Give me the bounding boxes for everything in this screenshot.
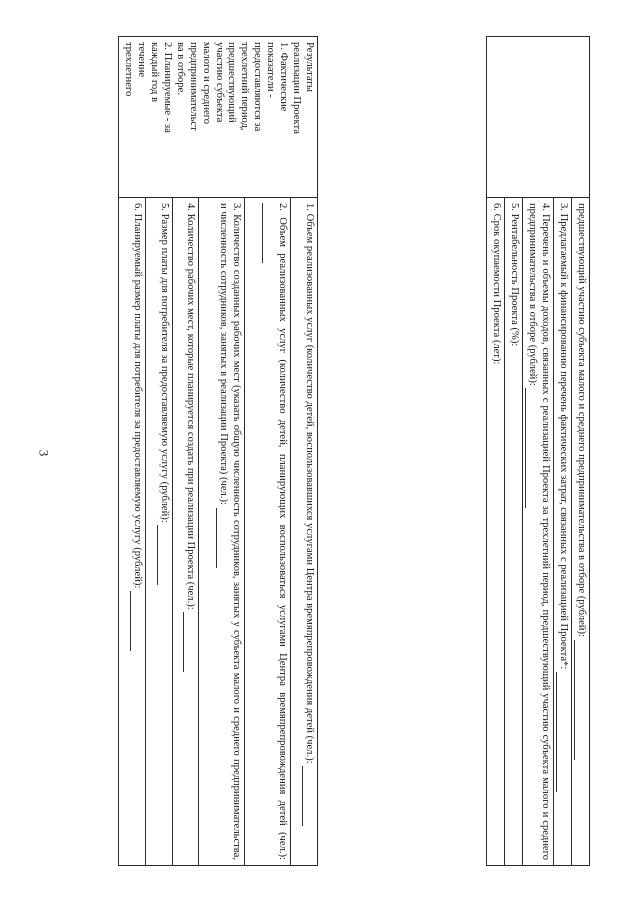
blank-line (556, 672, 567, 792)
rotated-results-container (0, 36, 318, 866)
table-row (245, 198, 291, 866)
blank-line (262, 203, 273, 263)
row-text: 6. Планируемый размер платы для потребителя за предоставляемую услугу (рублей): (131, 203, 143, 589)
project-results-table (486, 36, 590, 866)
page-number: 3 (36, 449, 52, 457)
blank-line (216, 508, 227, 568)
row-text: предшествующий участию субъекта малого и среднего предпринимательства в отборе (рублей): (576, 203, 587, 637)
blank-line (157, 525, 168, 585)
left-line: участию субъекта (213, 42, 225, 123)
table-row (119, 198, 146, 866)
table-row (172, 198, 199, 866)
left-line: течение (136, 42, 148, 78)
table-row (572, 198, 590, 866)
row-text: 3. Количество созданных рабочих мест (указать общую численность сотрудников, занятых у субъекта малого и среднего предпринимательства, и численность сотрудников, занятых в реализации Проекта) (чел.): (218, 203, 243, 860)
table-row (505, 198, 523, 866)
row-text: 1. Объем реализованных услуг (количество детей, воспользовавшихся услугами Центра времяпрепровождения детей (чел.): (304, 203, 315, 764)
blank-line (302, 766, 313, 826)
left-line: 1. Фактические (278, 42, 290, 112)
left-line: малого и среднего (200, 42, 212, 125)
left-line: каждый год в (148, 42, 160, 102)
table-row (487, 198, 505, 866)
left-line: 2. Планируемые - за (161, 42, 173, 133)
row-text: 4. Перечень и объемы доходов, связанных с реализацией Проекта за трехлетний период, предшествующий участию субъекта малого и среднего предпринимательства в отборе (рублей): (527, 203, 552, 860)
results-label-cell (119, 37, 318, 198)
blank-line (525, 388, 536, 508)
table-row (554, 198, 572, 866)
row-text: 5. Размер платы для потребителя за предоставляемую услугу (рублей): (158, 203, 170, 523)
left-line: Результаты (304, 42, 315, 93)
left-line: трехлетний период, (239, 42, 251, 131)
blank-line (130, 591, 141, 651)
left-line: показатели - (265, 42, 277, 98)
table-row (523, 198, 554, 866)
left-line: предоставляются за (252, 42, 264, 132)
row-text: 4. Количество рабочих мест, которые планируется создать при реализации Проекта (чел.): (185, 203, 197, 610)
row-text: 3. Предлагаемый к финансированию перечень фактических затрат, связанных с реализацией Проекта*: (558, 203, 570, 670)
blank-line (183, 612, 194, 672)
table-row (291, 198, 318, 866)
left-line: ва в отборе. (174, 42, 186, 95)
table-row (145, 198, 172, 866)
row-text: 2. Объем реализованных услуг (количество детей, планирующих воспользоваться услугами Центра времяпрепровождения детей (чел.): (277, 203, 289, 860)
empty-left-cell (487, 37, 590, 198)
left-line: реализации Проекта (291, 42, 303, 134)
left-line: предпринимательст (187, 42, 199, 131)
row-text: 5. Рентабельность Проекта (%): (509, 203, 521, 347)
left-line: трехлетнего (123, 42, 135, 97)
table-row (199, 198, 245, 866)
results-table (118, 36, 318, 866)
blank-line (574, 640, 585, 760)
row-text: 6. Срок окупаемости Проекта (лет): (491, 203, 503, 365)
left-line: предшествующий (226, 42, 238, 123)
